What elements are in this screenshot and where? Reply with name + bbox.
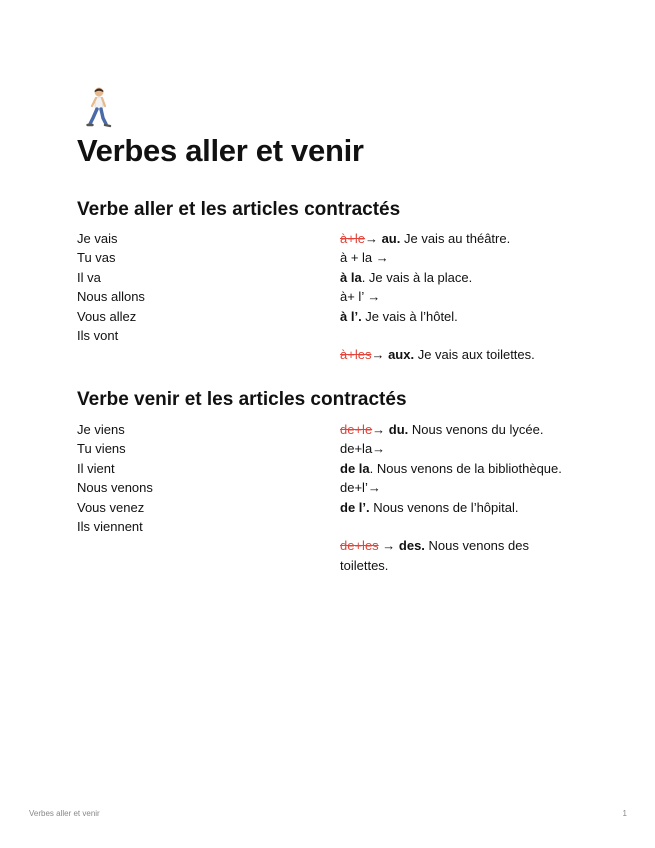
struck-form: à+les	[340, 347, 372, 363]
page-title: Verbes aller et venir	[77, 133, 364, 168]
example-sentence: Nous venons des toilettes.	[340, 538, 529, 573]
contraction-line: à + la →	[340, 250, 389, 266]
contraction-line	[340, 345, 600, 364]
example-sentence: Nous venons du lycée.	[408, 422, 544, 437]
conjugation-line: Il va	[77, 269, 101, 285]
footer-title: Verbes aller et venir	[29, 809, 100, 818]
conjugation-list-venir	[77, 420, 317, 536]
contraction-line	[340, 536, 560, 575]
example-sentence: . Je vais à la place.	[361, 269, 473, 285]
contracted-form: de l’.	[340, 499, 370, 515]
contraction-line: de+l’→	[340, 480, 381, 496]
conjugation-line: Ils vont	[77, 328, 119, 344]
blank-line	[340, 517, 600, 536]
contracted-form: aux.	[388, 347, 415, 363]
section-heading-aller: Verbe aller et les articles contractés	[77, 199, 401, 220]
contracted-form: de la	[340, 460, 370, 476]
conjugation-list-aller	[77, 229, 317, 345]
arrow: →	[372, 422, 389, 437]
contraction-list-venir	[340, 420, 600, 575]
struck-form: de+les	[340, 538, 379, 554]
contraction-list-aller	[340, 229, 600, 365]
person-walking-icon	[86, 86, 112, 130]
contraction-line	[340, 420, 600, 439]
example-sentence: Je vais à l’hôtel.	[361, 308, 458, 324]
contraction-line	[340, 459, 600, 478]
contracted-form: des.	[398, 538, 425, 554]
conjugation-line: Vous venez	[77, 499, 145, 515]
example-sentence: Je vais aux toilettes.	[414, 347, 535, 363]
contracted-form: à la	[340, 269, 362, 285]
conjugation-line: Nous allons	[77, 289, 145, 305]
blank-line	[340, 326, 600, 345]
contraction-line	[340, 498, 600, 517]
struck-form: à+le	[340, 231, 365, 246]
example-sentence: Je vais au théâtre.	[400, 231, 511, 246]
contraction-line	[340, 268, 600, 287]
example-sentence: . Nous venons de la bibliothèque.	[369, 460, 562, 476]
arrow: →	[364, 231, 382, 246]
conjugation-line: Nous venons	[77, 480, 153, 496]
conjugation-line: Tu viens	[77, 441, 126, 457]
conjugation-line: Tu vas	[77, 250, 116, 266]
conjugation-line: Vous allez	[77, 308, 137, 324]
conjugation-line: Je viens	[77, 422, 125, 437]
contraction-line: de+la→	[340, 441, 386, 457]
contraction-line: à+ l’ →	[340, 289, 381, 305]
struck-form: de+le	[340, 422, 373, 437]
conjugation-line: Il vient	[77, 460, 115, 476]
arrow: →	[371, 347, 389, 363]
arrow: →	[378, 538, 399, 554]
conjugation-line: Je vais	[77, 231, 118, 246]
contracted-form: du.	[388, 422, 409, 437]
contracted-form: à l’.	[340, 308, 362, 324]
contraction-line	[340, 229, 600, 248]
contraction-line	[340, 307, 600, 326]
contracted-form: au.	[381, 231, 401, 246]
section-heading-venir: Verbe venir et les articles contractés	[77, 389, 407, 410]
example-sentence: Nous venons de l’hôpital.	[369, 499, 519, 515]
conjugation-line: Ils viennent	[77, 519, 143, 535]
page-number: 1	[622, 809, 627, 818]
